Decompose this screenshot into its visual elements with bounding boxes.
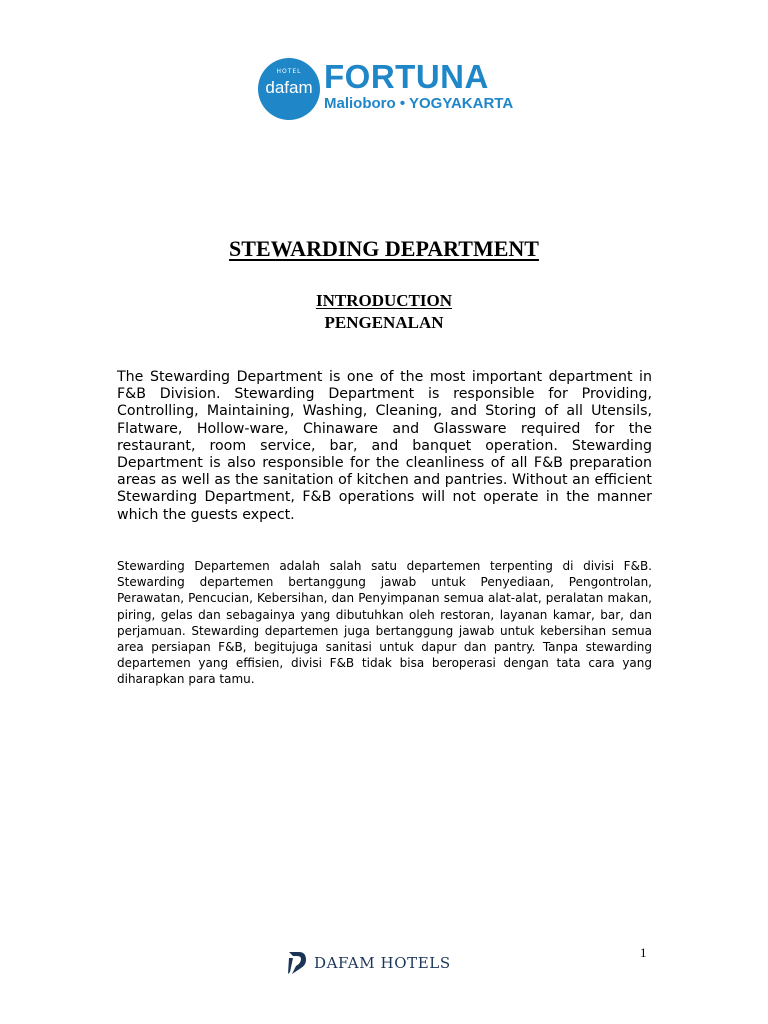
dafam-mark-icon — [287, 950, 307, 976]
logo-hotel-text: HOTEL — [276, 68, 302, 75]
section-heading-english: INTRODUCTION — [315, 291, 453, 310]
logo-location: Malioboro • YOGYAKARTA — [324, 95, 514, 112]
fortuna-logo — [258, 58, 518, 120]
logo-hotel-name: FORTUNA — [324, 58, 489, 95]
dafam-logo-circle — [258, 58, 320, 120]
footer-brand-text: DAFAM HOTELS — [314, 954, 451, 972]
logo-dafam-text: dafam — [265, 78, 313, 97]
page-number: 1 — [640, 945, 647, 960]
paragraph-english: The Stewarding Department is one of the most important department in F&B Division. Stewarding Department is responsible for Providing, Controlling, Maintaining, Washing, Cleaning, and Storing of all Utensils, Flatware, Hollow-ware, Chinaware and Glassware required for the restaurant, room service, bar, and banquet operation. Stewarding Department is also responsible for the cleanliness of all F&B preparation areas as well as the sanitation of kitchen and pantries. Without an efficient Stewarding Department, F&B operations will not operate in the manner which the guests expect. — [117, 369, 652, 523]
document-title: STEWARDING DEPARTMENT — [229, 236, 539, 261]
paragraph-indonesian: Stewarding Departemen adalah salah satu departemen terpenting di divisi F&B. Stewarding departemen bertanggung jawab untuk Penyediaan, Pengontrolan, Perawatan, Pencucian, Kebersihan, dan Penyimpanan semua alat-alat, peralatan makan, piring, gelas dan sebagainya yang dibutuhkan oleh restoran, layanan kamar, bar, dan perjamuan. Stewarding departemen juga bertanggung jawab untuk kebersihan semua area persiapan F&B, begitujuga sanitasi untuk dapur dan pantry. Tanpa stewarding departemen yang effisien, divisi F&B tidak bisa beroperasi dengan tata cara yang diharapkan para tamu. — [117, 559, 652, 687]
section-heading-indonesian: PENGENALAN — [324, 313, 444, 332]
